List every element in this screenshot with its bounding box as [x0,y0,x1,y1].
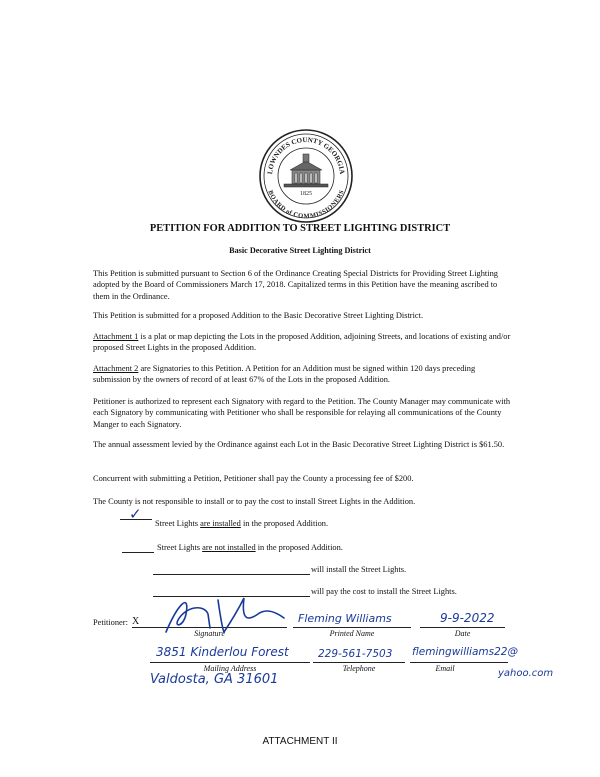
opt1-post: in the proposed Addition. [240,519,329,528]
attachment1-link: Attachment 1 [93,332,139,341]
attachment-footer: ATTACHMENT II [262,736,338,747]
option-will-install: will install the Street Lights. [311,565,407,574]
paragraph-fee: Concurrent with submitting a Petition, Petitioner shall pay the County a processing fee of $200. [93,474,414,483]
paragraph-section6: This Petition is submitted pursuant to Section 6 of the Ordinance Creating Special Districts for Providing Street Lighting adopted by the Board of Commissioners March 17, 2018. Capitalized terms in this Petition have the meaning ascribed to them in the Ordinance. [93,269,498,301]
option-will-pay: will pay the cost to install the Street Lights. [311,587,457,596]
option-installed [155,519,328,528]
paragraph-attachment1 [93,331,513,354]
date-line[interactable] [420,627,505,628]
paragraph-responsibility: The County is not responsible to install or to pay the cost to install Street Lights in the Addition. [93,497,416,506]
paragraph-attachment2 [93,363,513,386]
installed-checkmark: ✓ [129,505,142,523]
printed-name-caption: Printed Name [329,629,375,638]
paragraph-authorization: Petitioner is authorized to represent each Signatory with regard to the Petition. The County Manager may communicate with each Signatory by communicating with Petitioner who shall be responsible for relaying all communications of the County Manger to each Signatory. [93,397,511,429]
telephone-caption: Telephone [342,664,376,673]
courthouse-icon [284,154,328,187]
seal-top-text: LOWNDES COUNTY GEORGIA [265,135,347,175]
seal-bottom-text: BOARD of COMMISSIONERS [266,189,346,221]
seal-year: 1825 [300,191,312,197]
address-caption: Mailing Address [203,664,257,673]
email-caption: Email [435,664,455,673]
paragraph-assessment: The annual assessment levied by the Ordinance against each Lot in the Basic Decorative Street Lighting District is $61.50. [93,440,505,449]
telephone-line[interactable] [313,662,405,663]
opt1-underlined: are installed [200,519,241,528]
date-value: 9-9-2022 [440,611,495,625]
email-line[interactable] [410,662,508,663]
telephone-value: 229-561-7503 [318,648,393,660]
signature-caption: Signature [194,629,225,638]
opt2-pre: Street Lights [157,543,203,552]
petitioner-label: Petitioner: [93,618,128,627]
paragraph-addition: This Petition is submitted for a proposed Addition to the Basic Decorative Street Lighting District. [93,311,424,320]
email-value-line1: flemingwilliams22@ [412,646,518,658]
signature-x-mark: X [132,616,140,627]
address-line2: Valdosta, GA 31601 [150,672,279,687]
not-installed-blank[interactable] [122,552,154,553]
printed-name-line[interactable] [293,627,411,628]
opt2-post: in the proposed Addition. [255,543,343,552]
attachment2-text: are Signatories to this Petition. A Petition for an Addition must be signed within 120 days preceding submission by the owners of record of at least 67% of the Lots in the proposed Addition. [93,364,476,385]
opt1-pre: Street Lights [155,519,201,528]
installer-blank[interactable] [153,574,310,575]
subtitle: Basic Decorative Street Lighting District [229,246,371,255]
opt2-underlined: are not installed [202,543,256,552]
email-value-line2: yahoo.com [498,668,554,679]
county-seal [258,128,354,224]
printed-name-value: Fleming Williams [298,612,392,625]
address-line[interactable] [150,662,310,663]
address-line1: 3851 Kinderlou Forest [156,645,289,659]
attachment1-text: is a plat or map depicting the Lots in the proposed Addition, adjoining Streets, and locations of existing and/or proposed Street Lights in the proposed Addition. [93,332,511,353]
option-not-installed [157,543,343,552]
date-caption: Date [454,629,471,638]
attachment2-link: Attachment 2 [93,364,139,373]
page-title: PETITION FOR ADDITION TO STREET LIGHTING DISTRICT [149,223,451,234]
